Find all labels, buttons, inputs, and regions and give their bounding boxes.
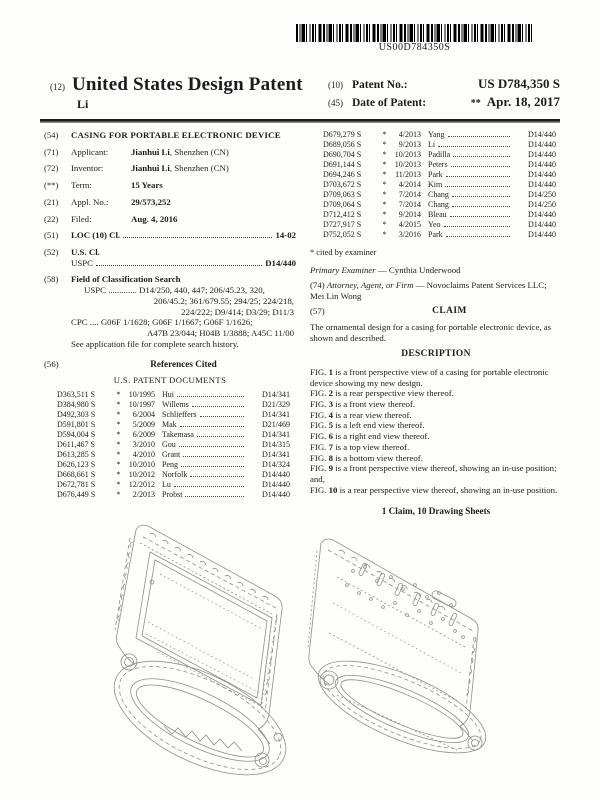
rear-vent-dots [346,565,465,638]
rear-perspective-drawing [307,537,495,771]
fig-text: is a front perspective view of a casing for portable electronic device showing my new design. [310,366,549,388]
reference-row [323,210,556,220]
uspc-value: D14/440 [265,257,296,268]
reference-row [323,220,556,230]
ref-date: 4/2013 [398,130,421,139]
date-value: Apr. 18, 2017 [486,94,560,109]
ref-date: 3/2016 [398,230,421,239]
fig-word: FIG. [310,388,327,399]
dotted-leader [445,186,510,187]
search-label: Field of Classification Search [71,274,181,285]
header-right [328,76,560,112]
reference-row [57,440,290,450]
ref-classification: D14/440 [528,180,556,189]
term-label: Term: [71,180,92,191]
field-num: (56) [44,358,59,369]
ref-date: 10/2010 [128,460,155,470]
ref-inventor-name: Norfolk [162,470,188,480]
us-patent-documents-heading: U.S. PATENT DOCUMENTS [113,374,227,385]
right-column [310,130,562,518]
ref-patent-number: D752,052 S [323,230,362,239]
dotted-leader [96,265,262,266]
ref-date: 12/2012 [128,480,155,490]
body-columns [44,130,562,518]
ref-inventor-name: Gou [162,440,176,450]
applicant-label: Applicant: [71,146,109,157]
figure-description-line [310,420,562,431]
ref-classification: D14/440 [528,130,556,139]
examiner-name: — Cynthia Underwood [377,265,461,276]
reference-row [57,490,290,500]
reference-row [57,410,290,420]
ref-inventor-name: Lu [162,480,171,490]
ref-inventor-name: Park [428,230,443,239]
reference-row [57,430,290,440]
ref-classification: D21/329 [262,400,290,410]
dotted-leader [200,416,244,417]
ref-inventor-name: Schlieffers [162,410,197,420]
ref-examiner-star: * [116,450,121,460]
claim-heading: CLAIM [432,306,467,317]
ref-examiner-star: * [116,410,121,420]
ref-patent-number: D611,467 S [57,440,95,450]
ref-date: 9/2013 [398,140,421,149]
ref-date: 3/2010 [132,440,155,450]
ref-inventor-name: Peng [162,460,178,470]
references-heading-row [44,359,296,370]
field-search [44,274,296,349]
figure-description-line [310,453,562,464]
field-num: (51) [44,230,59,241]
ref-inventor-name: Yeo [428,220,441,229]
date-stars: ** [470,98,481,109]
ref-classification: D14/440 [528,170,556,179]
ref-date: 10/2013 [394,160,421,169]
dotted-leader [190,476,244,477]
field-num: (54) [44,130,59,140]
reference-row [323,170,556,180]
ref-date: 6/2004 [132,410,155,420]
ref-date: 7/2014 [398,200,421,209]
examiner-label: Primary Examiner [310,265,376,276]
applicant-name: Jianhui Li [131,146,170,157]
ref-classification: D14/440 [528,210,556,219]
inventor-name: Jianhui Li [131,163,170,174]
ref-patent-number: D690,704 S [323,150,362,159]
ref-inventor-name: Padilla [428,150,451,159]
ref-date: 11/2013 [395,170,421,179]
primary-examiner-line [310,265,562,276]
ref-classification: D14/440 [528,220,556,229]
search-note: See application file for complete search history. [71,338,239,349]
reference-row [57,390,290,400]
dotted-leader [438,146,510,147]
ref-examiner-star: * [116,470,121,480]
dotted-leader [197,436,244,437]
fig-text: is a right end view thereof. [335,431,430,442]
ref-classification: D14/324 [262,460,290,470]
ref-examiner-star: * [382,210,387,219]
loc-label: LOC (10) Cl. [71,230,121,241]
dotted-leader [183,456,244,457]
figure-description-line [310,410,562,421]
figure-description-list [310,367,562,496]
ref-inventor-name: Mak [162,420,177,430]
references-heading: References Cited [150,358,217,369]
ref-classification: D14/341 [262,430,290,440]
search-cpc-1: CPC .... G06F 1/1628; G06F 1/1667; G06F 1/1626; [71,317,253,328]
barcode [296,24,533,53]
fig-word: FIG. [310,398,327,409]
fig-word: FIG. [310,452,327,463]
ref-inventor-name: Li [428,140,436,149]
reference-row [323,150,556,160]
ref-inventor-name: Willems [162,400,189,410]
dotted-leader [192,406,244,407]
fig-number: 9 [328,463,333,474]
ref-date: 10/1995 [128,390,155,400]
fig-text: is a bottom view thereof. [335,452,423,463]
ref-patent-number: D676,449 S [57,490,96,500]
ref-examiner-star: * [382,190,387,199]
attorney-line [310,280,562,301]
dotted-leader [180,426,244,427]
ref-inventor-name: Chang [428,200,449,209]
fig-number: 3 [328,398,333,409]
field-us-class [44,247,296,268]
dotted-leader [174,486,244,487]
references-left-list [44,390,296,500]
fig-word: FIG. [310,409,327,420]
fig-number: 5 [328,420,333,431]
ref-patent-number: D363,511 S [57,390,95,400]
reference-row [57,400,290,410]
search-uspc-3: 224/222; D9/414; D3/29; D11/3 [181,306,294,317]
fig-number: 8 [328,452,333,463]
dotted-leader [179,446,244,447]
search-cpc-2: A47B 23/044; H04B 1/3888; A45C 11/00 [146,328,294,339]
dotted-leader [181,466,244,467]
uspc-label: USPC [71,257,94,268]
ref-examiner-star: * [382,200,387,209]
fig-word: FIG. [310,420,327,431]
fig-text: is a front perspective view thereof, showing an in-use position; and, [310,463,557,484]
ref-inventor-name: Grant [162,450,181,460]
field-num: (22) [44,213,59,224]
ref-patent-number: D591,801 S [57,420,96,430]
ref-examiner-star: * [116,400,121,410]
ref-date: 5/2009 [132,420,155,430]
ref-examiner-star: * [382,220,387,229]
ref-classification: D14/440 [528,160,556,169]
front-perspective-drawing [112,522,294,786]
filed-value: Aug. 4, 2016 [131,213,178,224]
ref-classification: D14/341 [262,450,290,460]
fig-word: FIG. [310,366,327,377]
field-filed [44,214,296,225]
doc-kind-number: (12) [50,82,65,92]
loc-value: 14-02 [275,230,296,241]
ref-inventor-name: Takemasa [162,430,194,440]
inventor-label: Inventor: [71,163,104,174]
dotted-leader [177,396,244,397]
dotted-leader [446,176,510,177]
inventor-location: , Shenzhen (CN) [169,163,229,174]
dotted-leader [123,237,272,238]
dotted-leader [453,156,510,157]
filed-label: Filed: [71,213,92,224]
ref-patent-number: D689,056 S [323,140,362,149]
field-num: (52) [44,247,59,258]
ref-examiner-star: * [116,480,121,490]
inventor-surname: Li [77,97,89,111]
ref-examiner-star: * [116,420,121,430]
ref-inventor-name: Hui [162,390,174,400]
claim-num: (57) [310,306,325,317]
figure-description-line [310,431,562,442]
ref-date: 10/2013 [394,150,421,159]
ref-inventor-name: Peters [428,160,448,169]
ref-examiner-star: * [382,140,387,149]
patent-no-value: US D784,350 S [478,76,560,91]
date-kind: (45) [328,98,343,108]
fig-word: FIG. [310,431,327,442]
ref-examiner-star: * [382,150,387,159]
ref-examiner-star: * [382,180,387,189]
cited-by-examiner-note: * cited by examiner [310,248,377,257]
applicant-location: , Shenzhen (CN) [169,146,229,157]
ref-inventor-name: Yang [428,130,445,139]
ref-inventor-name: Probst [162,490,183,500]
fig-number: 4 [328,409,333,420]
appl-no-label: Appl. No.: [71,196,109,207]
header-left [50,74,303,112]
ref-date: 4/2015 [398,220,421,229]
ref-patent-number: D694,246 S [323,170,362,179]
figure-description-line [310,367,562,388]
patent-number-row [328,76,560,92]
dotted-leader [448,136,510,137]
ref-classification: D14/250 [528,200,556,209]
left-column [44,130,296,518]
search-uspc-1: USPC ............. D14/250, 440, 447; 206/45.23, 320, [84,285,265,296]
figure-description-line [310,388,562,399]
dotted-leader [450,216,510,217]
ref-patent-number: D727,917 S [323,220,362,229]
fig-word: FIG. [310,463,327,474]
reference-row [57,460,290,470]
ref-date: 2/2013 [132,490,155,500]
field-term [44,180,296,191]
ref-classification: D14/341 [262,390,290,400]
reference-row [323,230,556,240]
ref-classification: D14/341 [262,410,290,420]
ref-inventor-name: Kim [428,180,443,189]
us-cl-label: U.S. Cl. [71,247,100,258]
dotted-leader [446,236,510,237]
ref-date: 4/2014 [398,180,421,189]
figure-description-line [310,399,562,410]
figure-description-line [310,463,562,484]
reference-row [57,450,290,460]
ref-date: 4/2010 [132,450,155,460]
patent-no-label: Patent No.: [352,79,408,91]
description-heading: DESCRIPTION [401,349,471,360]
ref-date: 6/2009 [132,430,155,440]
field-num: (72) [44,163,59,174]
ref-examiner-star: * [116,490,121,500]
fig-text: is a rear perspective view thereof. [335,388,454,399]
reference-row [323,140,556,150]
field-num: (71) [44,146,59,157]
dotted-leader [451,166,510,167]
attorney-label: Attorney, Agent, or Firm [326,279,414,290]
document-title: United States Design Patent [72,74,303,95]
field-inventor [44,163,296,174]
ref-patent-number: D626,123 S [57,460,96,470]
patent-date-row [328,94,560,110]
claims-sheets-summary: 1 Claim, 10 Drawing Sheets [381,506,491,517]
ref-patent-number: D691,144 S [323,160,362,169]
field-num: (58) [44,274,59,285]
fig-word: FIG. [310,441,327,452]
reference-row [323,190,556,200]
ref-classification: D14/440 [528,230,556,239]
fig-text: is a left end view thereof. [335,420,425,431]
field-num: (21) [44,196,59,207]
dotted-leader [185,496,244,497]
reference-row [323,160,556,170]
ref-patent-number: D594,004 S [57,430,96,440]
ref-examiner-star: * [116,440,121,450]
header [50,74,560,112]
fig-number: 1 [328,366,333,377]
figure-description-line [310,485,562,496]
ref-patent-number: D668,661 S [57,470,96,480]
attorney-name: — Novoclaims Patent Services LLC; Mei Lin Wong [310,279,547,301]
ref-classification: D21/469 [262,420,290,430]
reference-row [323,200,556,210]
ref-patent-number: D679,279 S [323,130,362,139]
ref-patent-number: D703,672 S [323,180,362,189]
ref-date: 7/2014 [398,190,421,199]
ref-patent-number: D709,064 S [323,200,362,209]
reference-row [323,180,556,190]
ref-date: 10/1997 [128,400,155,410]
ref-patent-number: D712,412 S [323,210,362,219]
ref-examiner-star: * [116,430,121,440]
ref-classification: D14/440 [528,140,556,149]
ref-inventor-name: Chang [428,190,449,199]
patent-no-kind: (10) [328,80,343,90]
ref-patent-number: D709,063 S [323,190,362,199]
fig-number: 2 [328,388,333,399]
barcode-text: US00D784350S [378,42,451,53]
ref-classification: D14/440 [262,490,290,500]
appl-no-value: 29/573,252 [131,196,171,207]
reference-row [323,130,556,140]
ref-examiner-star: * [116,390,121,400]
attorney-num: (74) [310,279,325,290]
ref-examiner-star: * [382,130,387,139]
field-appl-no [44,197,296,208]
fig-text: is a rear view thereof. [335,409,412,420]
claim-heading-row [310,306,562,317]
fig-word: FIG. [310,484,327,495]
field-num: (**) [44,180,59,191]
date-label: Date of Patent: [352,97,427,109]
search-uspc-2: 206/45.2; 361/679.55; 294/25; 224/218, [153,295,294,306]
invention-title: CASING FOR PORTABLE ELECTRONIC DEVICE [71,130,281,140]
ref-patent-number: D492,303 S [57,410,96,420]
claim-text: The ornamental design for a casing for portable electronic device, as shown and described. [310,321,552,343]
drawing-sheet [112,522,600,786]
fig-number: 10 [328,484,338,495]
dotted-leader [444,226,510,227]
ref-classification: D14/440 [262,470,290,480]
references-right-list [310,130,562,240]
ref-classification: D14/250 [528,190,556,199]
ref-date: 9/2014 [398,210,421,219]
dotted-leader [452,196,510,197]
ref-classification: D14/440 [262,480,290,490]
reference-row [57,470,290,480]
reference-row [57,480,290,490]
header-divider [40,119,560,123]
fig-text: is a top view thereof. [335,441,410,452]
barcode-image [296,24,533,42]
ref-examiner-star: * [382,170,387,179]
ref-examiner-star: * [382,160,387,169]
term-value: 15 Years [131,180,163,191]
field-applicant [44,147,296,158]
figure-description-line [310,442,562,453]
dotted-leader [452,206,510,207]
ref-examiner-star: * [116,460,121,470]
ref-classification: D14/440 [528,150,556,159]
fig-text: is a front view thereof. [335,398,416,409]
ref-inventor-name: Park [428,170,443,179]
ref-examiner-star: * [382,230,387,239]
ref-patent-number: D384,980 S [57,400,96,410]
ref-date: 10/2012 [128,470,155,480]
fig-number: 6 [328,431,333,442]
ref-classification: D14/315 [262,440,290,450]
ref-patent-number: D672,781 S [57,480,96,490]
field-loc-class [44,230,296,241]
ref-patent-number: D613,285 S [57,450,96,460]
reference-row [57,420,290,430]
fig-text: is a rear perspective view thereof, showing an in-use position. [339,484,558,495]
field-title [44,130,296,141]
fig-number: 7 [328,441,333,452]
ref-inventor-name: Bleau [428,210,447,219]
